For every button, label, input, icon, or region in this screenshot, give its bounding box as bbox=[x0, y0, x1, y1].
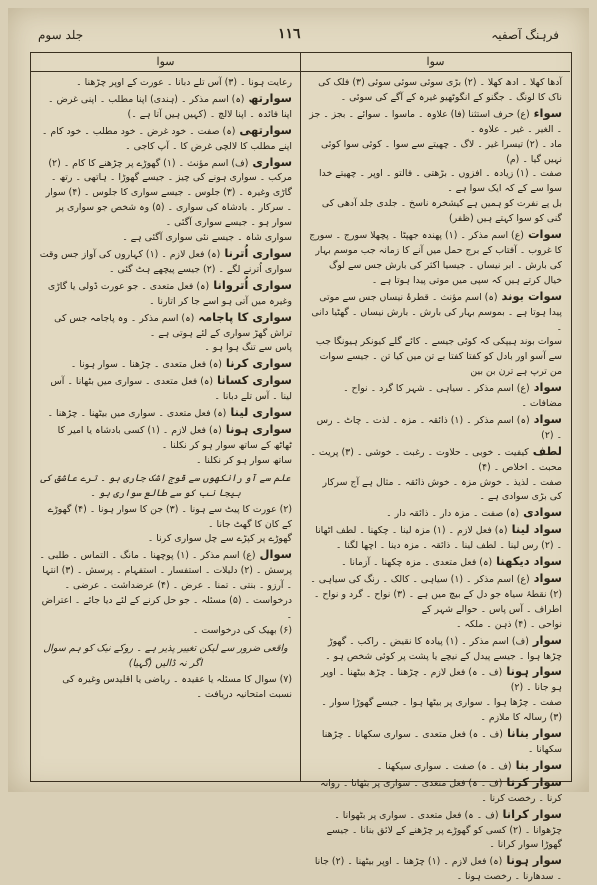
dictionary-entry bbox=[309, 138, 562, 168]
entry-headword: سوار بنا bbox=[511, 757, 562, 772]
entry-definition: ماد ۔ (۲) تیسرا غیر ۔ لاگ ۔ چھیتے سے سوا ۔ کوئی سوا کوئی نہیں گیا ۔ (م) bbox=[320, 138, 562, 165]
dictionary-entry bbox=[309, 335, 562, 380]
dictionary-entry bbox=[39, 454, 292, 469]
entry-headword: سواری اُترنا bbox=[220, 245, 292, 260]
dictionary-entry bbox=[39, 673, 292, 703]
entry-headword: سواد دیکھنا bbox=[492, 554, 562, 569]
right-column-head: سوا bbox=[301, 53, 570, 72]
entry-definition: (ہ) فعل لازم ۔ (۱) مزہ لینا ۔ چکھنا ۔ لطف اٹھانا ۔ (۲) رس لینا ۔ لطف لینا ۔ ذائقہ ۔ مزہ دینا ۔ اچھا لگنا ۔ bbox=[315, 525, 562, 552]
entry-headword: سواری اُتروانا bbox=[209, 277, 292, 292]
entry-definition: (۲) عورت کا پیٹ سے ہونا ۔ (۳) جن کا سوار ہونا ۔ (۴) گھوڑے کے کان کا گھٹ جانا ۔ bbox=[47, 503, 292, 530]
dictionary-entry bbox=[309, 76, 562, 106]
book-title: فرہنگ آصفیہ bbox=[491, 28, 559, 42]
entry-definition: (ہ) اسم مذکر ۔ وہ پاجامہ جس کی تراش گھڑ سواری کے لئے ہوتی ہے ۔ bbox=[54, 312, 292, 339]
entry-definition: (ہ) فعل متعدی ۔ جو عورت ڈولی یا گاڑی وغیرہ میں آتی ہو اسے جا کر اتارنا ۔ bbox=[47, 280, 292, 307]
entry-definition: (ع) اسم مذکر ۔ (۱) پوچھنا ۔ مانگ ۔ التماس ۔ طلبی ۔ پرسش ۔ (۲) دلیلات ۔ استفسار ۔ استفہام ۔ پرسش ۔ (۳) انتہا ۔ آرزو ۔ بنتی ۔ تمنا ۔ عرض ۔ (۴) عرضداشت ۔ عرضی ۔ درخواست ۔ (۵) مسئلہ ۔ جو حل کرنے کے لئے دیا جائے ۔ اعتراض ۔ bbox=[39, 550, 292, 621]
dictionary-entry bbox=[39, 373, 292, 405]
entry-definition: (ع) اسم مذکر ۔ (۱) سیاہی ۔ کالک ۔ رنگ کی سیاہی ۔ (۲) نقطۂ سیاہ جو دل کے بیچ میں ہے ۔ (۳) نواح ۔ گرد و نواح ۔ اطراف ۔ آس پاس ۔ حوالے شہر کے bbox=[310, 574, 562, 615]
entry-headword: سواد bbox=[529, 571, 562, 585]
entry-headword: سواری bbox=[248, 154, 292, 169]
left-entries bbox=[31, 72, 300, 703]
entry-headword: سواد bbox=[529, 380, 562, 395]
entry-definition: (ہ) فعل متعدی ۔ چڑھنا ۔ سوار ہونا ۔ bbox=[70, 359, 222, 371]
entry-definition: سواری شاہ ۔ جیسے نئی سواری آگئی ہے ۔ bbox=[122, 232, 292, 244]
entry-definition: گھوڑے پر کپڑے سے چل سواری کرنا ۔ bbox=[147, 533, 292, 545]
entry-definition: (ع) اسم مذکر ۔ سیاہی ۔ شہر کا گرد ۔ نواح ۔ مضافات ۔ bbox=[343, 383, 562, 410]
entry-definition: (۷) سوال کا مسئلہ یا عقیدہ ۔ ریاضی یا اقلیدس وغیرہ کی نسبت امتحانیہ دریافت ۔ bbox=[62, 673, 292, 700]
two-column-frame bbox=[30, 52, 572, 883]
entry-headword: سواری کا پاجامہ bbox=[194, 309, 292, 324]
dictionary-entry bbox=[309, 618, 562, 633]
dictionary-entry bbox=[309, 380, 562, 412]
dictionary-entry bbox=[39, 76, 292, 91]
entry-definition: (ہ) فعل لازم ۔ (۱) کہاروں کی آواز جس وقت سواری اُترنے لگے ۔ (۲) جیسے پیچھے ہٹ گئی ۔ bbox=[39, 248, 292, 275]
dictionary-entry bbox=[39, 246, 292, 278]
dictionary-entry bbox=[309, 664, 562, 696]
entry-definition: (ف) اسم مذکر ۔ (۱) پیادہ کا نقیض ۔ راکب ۔ گھوڑ چڑھا ہوا ۔ جیسے پیدل کے نیچے یا پشت پر کوئی شخص ہو ۔ bbox=[325, 635, 562, 662]
entry-headword: سوارتھی bbox=[235, 122, 292, 137]
right-entries bbox=[301, 72, 570, 885]
entry-definition: (ع) حرف استثنا (فا) علاوہ ۔ ماسوا ۔ سوائے ۔ بجز ۔ جز ۔ الغیر ۔ غیر ۔ علاوہ ۔ bbox=[309, 108, 562, 135]
entry-definition: (ع) اسم مذکر ۔ (۱) پھندہ جھپٹا ۔ پچھلا سورج ۔ سورج کا غروب ۔ آفتاب کے برج حمل میں آنے کا زمانہ جب موسم بہار کی بارش ۔ ابر نیساں ۔ جیسیا اکثر کی بارش جس سے لوگ خیال کرتے ہیں کہ سپی میں موتی پیدا ہوتا ہے ۔ bbox=[309, 230, 562, 286]
entry-definition: (ف ۔ ہ) فعل متعدی ۔ سواری پر بٹھانا ۔ روانہ کرنا ۔ رخصت کرنا ۔ bbox=[320, 777, 562, 804]
dictionary-entry bbox=[309, 554, 562, 571]
entry-definition: سوات بوند ہیپکی کہ کوئی جیسے ۔ کائے گلے کیونکر ہیونگا جب سے آسو اور بادل کو کفتا کفتا بے تن میں کیا تن ۔ جیسے سوات من ترپ ہے ترن بن بین bbox=[315, 336, 562, 378]
entry-definition: پاس سے تنگ ہوا ہو ۔ bbox=[204, 342, 292, 354]
dictionary-entry bbox=[39, 405, 292, 422]
dictionary-entry bbox=[39, 91, 292, 123]
dictionary-entry bbox=[309, 505, 562, 522]
entry-definition: (ہ) اسم مؤنث ۔ قطرۂ نیساں جس سے موتی پیدا ہوتا ہے ۔ بموسم بہار کی بارش ۔ بارش نیساں ۔ گھٹیا دانی ۔ bbox=[311, 291, 562, 333]
dictionary-entry bbox=[39, 422, 292, 454]
entry-definition: (ف ۔ ہ) فعل متعدی ۔ سواری پر بٹھوانا ۔ چڑھوانا ۔ (۲) کسی کو گھوڑے پر چڑھنے کے لائق بنانا ۔ جیسے گھوڑا سوار کرانا ۔ bbox=[326, 809, 562, 851]
entry-definition: (ہ) فعل لازم ۔ (۱) چڑھنا ۔ اوپر بیٹھنا ۔ (۲) جانا ۔ سدھارنا ۔ رخصت ہونا ۔ bbox=[314, 856, 562, 883]
entry-definition: (ہ) صفت ۔ مزہ دار ۔ ذائقہ دار ۔ bbox=[386, 508, 520, 520]
entry-definition: بل پے نفرت کو ہمیں ہے کیشخرہ ناسخ ۔ جلدی جلد آدھی کی گنی کو سوا کہتے ہیں (ظفر) bbox=[321, 198, 562, 225]
entry-definition: (ف ۔ ہ) فعل لازم ۔ چڑھنا ۔ چڑھ بیٹھنا ۔ اوپر ہو جانا ۔ (۲) bbox=[320, 667, 562, 694]
entry-headword: سوار ہونا bbox=[502, 853, 562, 868]
entry-headword: سوات bbox=[523, 227, 562, 242]
dictionary-entry bbox=[39, 231, 292, 246]
dictionary-entry bbox=[39, 341, 292, 356]
dictionary-entry bbox=[309, 633, 562, 665]
entry-definition: (ہ) فعل لازم ۔ (۱) کسی بادشاہ یا امیر کا ٹھاٹھ کے ساتھ سوار ہو کر نکلنا ۔ bbox=[57, 424, 292, 451]
entry-definition: (ف ۔ ہ) فعل متعدی ۔ سواری سکھانا ۔ چڑھنا سکھانا ۔ bbox=[321, 729, 562, 755]
dictionary-entry bbox=[39, 155, 292, 232]
dictionary-entry bbox=[39, 278, 292, 310]
entry-headword: سوار کرانا bbox=[498, 806, 562, 821]
entry-headword: سوار ہونا bbox=[502, 664, 562, 679]
dictionary-entry bbox=[309, 106, 562, 138]
page-header bbox=[8, 8, 589, 46]
entry-definition: رعایت ہونا ۔ (۳) آس تلے دبانا ۔ عورت کے اوپر چڑھنا ۔ bbox=[76, 77, 292, 88]
right-column bbox=[301, 53, 570, 883]
dictionary-entry bbox=[309, 696, 562, 726]
dictionary-entry bbox=[309, 227, 562, 289]
entry-headword: سوار بنانا bbox=[502, 726, 562, 741]
dictionary-entry bbox=[309, 412, 562, 444]
entry-definition: صفت ۔ چڑھا ہوا ۔ سواری پر بیٹھا ہوا ۔ جیسے گھوڑا سوار ۔ (۳) رسالہ کا ملازم ۔ bbox=[321, 697, 562, 724]
entry-headword: سواری کرنا bbox=[221, 356, 292, 371]
dictionary-entry bbox=[309, 571, 562, 618]
poetry-verse: واقعی ضرور سے لیکن تغییر پذیر ہے ۔ روکے نیک کو ہم سوال اگر نہ ڈالیں (گہیا) bbox=[43, 642, 288, 669]
page-number: ١١٦ bbox=[278, 26, 301, 42]
entry-definition: (ف) اسم مؤنث ۔ (۱) گھوڑے پر چڑھنے کا کام ۔ (۲) مرکب ۔ سواری ہونے کی چیز ۔ جیسے گھوڑا ۔ ہاتھی ۔ رتھ ۔ گاڑی وغیرہ ۔ (۳) جلوس ۔ جیسے سواری کا جلوس ۔ (۴) سوار ۔ سرکار ۔ بادشاہ کی سواری ۔ (۵) وہ شخص جو سواری پر سوار ہو ۔ جیسے سواری آگئی ۔ bbox=[45, 157, 292, 229]
dictionary-entry bbox=[309, 476, 562, 506]
entry-headword: سواء bbox=[529, 105, 562, 120]
entry-headword: سوال bbox=[255, 547, 292, 562]
dictionary-entry bbox=[39, 624, 292, 639]
dictionary-entry bbox=[309, 289, 562, 336]
entry-headword: سوار کرنا bbox=[502, 774, 562, 789]
dictionary-entry bbox=[309, 444, 562, 476]
entry-definition: صفت ۔ لذیذ ۔ خوش مزہ ۔ خوش ذائقہ ۔ مثال ہے آج سرکار کی بڑی سوادی ہے ۔ bbox=[322, 476, 562, 503]
entry-headword: سوادی bbox=[519, 505, 562, 520]
dictionary-entry bbox=[309, 522, 562, 554]
left-column-head: سوا bbox=[31, 53, 300, 72]
entry-headword: سوات بوند bbox=[497, 288, 562, 303]
dictionary-entry bbox=[39, 356, 292, 373]
dictionary-entry bbox=[39, 123, 292, 155]
poetry-verse: علم سے آو رانکھوں سے قوج اشک جاری ہو ۔ ترے عاشق کی بیجا نب کو سے طالع سواری ہو ۔ bbox=[40, 472, 291, 499]
entry-definition: (ہ) فعل متعدی ۔ سواری میں بیٹھنا ۔ چڑھنا ۔ bbox=[47, 408, 227, 420]
entry-definition: (ہ) صفت ۔ خود غرض ۔ خود مطلب ۔ خود کام ۔ اپنے مطلب کا لالچی غرض کا ۔ آپ کاجی ۔ bbox=[41, 125, 292, 152]
entry-headword: سوار bbox=[528, 632, 562, 647]
entry-headword: سواد لینا bbox=[507, 522, 562, 537]
entry-headword: سواری ہونا bbox=[221, 421, 292, 436]
entry-definition: آدھا کھلا ۔ ادھ کھلا ۔ (۲) بڑی سوئی سوئی سوئی (۳) فلک کی ناک کا لونگ ۔ جگنو کے انگوٹھیو غیرہ کے آگے کی سوئی ۔ bbox=[318, 77, 562, 103]
dictionary-entry bbox=[309, 775, 562, 807]
entry-headword: سواری کسانا bbox=[213, 373, 292, 388]
entry-definition: صفت ۔ (۱) زیادہ ۔ افزوں ۔ بڑھتی ۔ فالتو ۔ اوپر ۔ چھیتے خدا سوا سے کے کہ ایک سوا ہے ۔ bbox=[318, 168, 562, 195]
dictionary-entry bbox=[39, 532, 292, 547]
entry-headword: لطف bbox=[528, 443, 562, 458]
left-column bbox=[31, 53, 301, 781]
dictionary-page bbox=[8, 8, 589, 883]
dictionary-entry bbox=[309, 167, 562, 197]
entry-definition: (ہ) فعل متعدی ۔ سواری میں بٹھانا ۔ آس لینا ۔ آس تلے دبانا ۔ bbox=[50, 376, 292, 403]
volume-label: جلد سوم bbox=[38, 28, 84, 42]
dictionary-entry bbox=[309, 726, 562, 758]
entry-definition: (ہ) فعل متعدی ۔ مزہ چکھنا ۔ آزمانا ۔ bbox=[341, 557, 493, 569]
entry-definition: (ہ) اسم مذکر ۔ (ہندی) اپنا مطلب ۔ اپنی غرض ۔ اپنا فائدہ ۔ اپنا لالچ ۔ (کہیں ہیں آتا ہے ۔) bbox=[48, 93, 292, 120]
dictionary-entry bbox=[39, 547, 292, 624]
dictionary-entry bbox=[39, 503, 292, 533]
dictionary-entry bbox=[309, 807, 562, 854]
dictionary-entry bbox=[309, 853, 562, 885]
dictionary-entry bbox=[309, 758, 562, 775]
entry-definition: (ہ) اسم مذکر ۔ (۱) ذائقہ ۔ مزہ ۔ لذت ۔ چاٹ ۔ رس ۔ (۲) bbox=[316, 414, 562, 441]
entry-definition: (ف ۔ ہ) صفت ۔ سواری سیکھنا ۔ bbox=[376, 760, 512, 772]
entry-definition: نواحی ۔ (۴) ذہن ۔ ملکہ ۔ bbox=[456, 618, 562, 630]
entry-definition: کیفیت ۔ خوبی ۔ حلاوت ۔ رغبت ۔ خوشی ۔ (۳) پریت ۔ محبت ۔ اخلاص ۔ (۴) bbox=[310, 446, 562, 473]
entry-headword: سواری لینا bbox=[226, 405, 292, 420]
entry-headword: سواد bbox=[529, 411, 562, 426]
entry-definition: (۶) بھیک کی درخواست ۔ bbox=[192, 624, 292, 636]
dictionary-entry bbox=[309, 197, 562, 227]
dictionary-entry bbox=[39, 310, 292, 342]
entry-definition: ساتھ سوار ہو کر نکلنا ۔ bbox=[195, 454, 292, 466]
entry-headword: سوارتھ bbox=[244, 90, 292, 105]
